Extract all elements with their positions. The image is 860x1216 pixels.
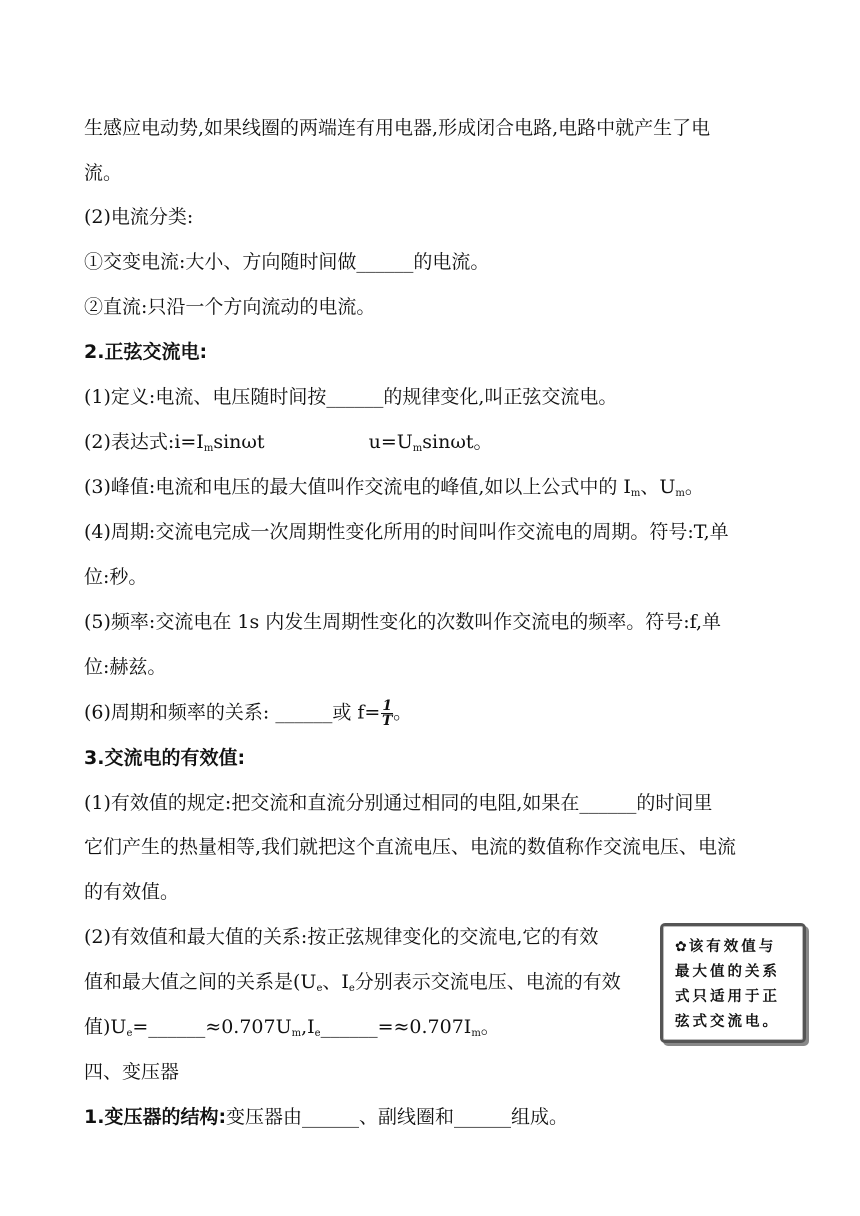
text-line: (1)定义:电流、电压随时间按______的规律变化,叫正弦交流电。 [84, 386, 618, 408]
text-line: 值和最大值之间的关系是($U_e$、$I_e$分别表示交流电压、电流的有效 [84, 971, 621, 994]
side-note-text: 该有效值与最大值的关系式只适用于正弦式交流电。 [675, 939, 780, 1030]
text-line: 位:秒。 [84, 566, 148, 588]
text-line: (1)有效值的规定:把交流和直流分别通过相同的电阻,如果在______的时间里 [84, 792, 713, 814]
fraction: $\frac{1}{T}$ [382, 698, 393, 729]
text-line: (2)有效值和最大值的关系:按正弦规律变化的交流电,它的有效 [84, 926, 599, 948]
section-heading: 四、变压器 [84, 1061, 180, 1083]
text-line: (3)峰值:电流和电压的最大值叫作交流电的峰值,如以上公式中的 $I_m$、$U_m$。 [84, 476, 704, 499]
text-line: (5)频率:交流电在 1s 内发生周期性变化的次数叫作交流电的频率。符号:f,单 [84, 611, 722, 633]
formula-line: (2)表达式$:i=I_m\sin\omega t$ $u=U_m\sin\omega t$。 [84, 431, 493, 454]
text-line: 1.变压器的结构:变压器由______、副线圈和______组成。 [84, 1106, 569, 1128]
side-note-box [660, 923, 806, 1043]
text-line: 流。 [84, 162, 123, 184]
subsection-label: 1.变压器的结构: [84, 1106, 227, 1128]
section-heading: 2.正弦交流电: [84, 341, 208, 363]
text-line: 位:赫兹。 [84, 656, 167, 678]
section-heading: 3.交流电的有效值: [84, 747, 246, 769]
text-line: (4)周期:交流电完成一次周期性变化所用的时间叫作交流电的周期。符号:T,单 [84, 521, 729, 543]
text-line: ①交变电流:大小、方向随时间做______的电流。 [84, 251, 490, 273]
formula-line: (6)周期和频率的关系: ______或 f= $\frac{1}{T}$ 。 [84, 698, 413, 729]
text-line: 生感应电动势,如果线圈的两端连有用电器,形成闭合电路,电路中就产生了电 [84, 117, 711, 139]
text-line: (2)电流分类: [84, 206, 194, 228]
text-line: 它们产生的热量相等,我们就把这个直流电压、电流的数值称作交流电压、电流 [84, 836, 737, 858]
formula-line: 值)$U_e=\_\_\_\_\_\_\approx 0.707U_m,I_e\_\_\_\_\_\_=\approx 0.707I_m$。 [84, 1016, 500, 1039]
flower-icon: ✿ [675, 939, 687, 955]
text-line: ②直流:只沿一个方向流动的电流。 [84, 296, 376, 318]
text-line: 的有效值。 [84, 881, 180, 903]
